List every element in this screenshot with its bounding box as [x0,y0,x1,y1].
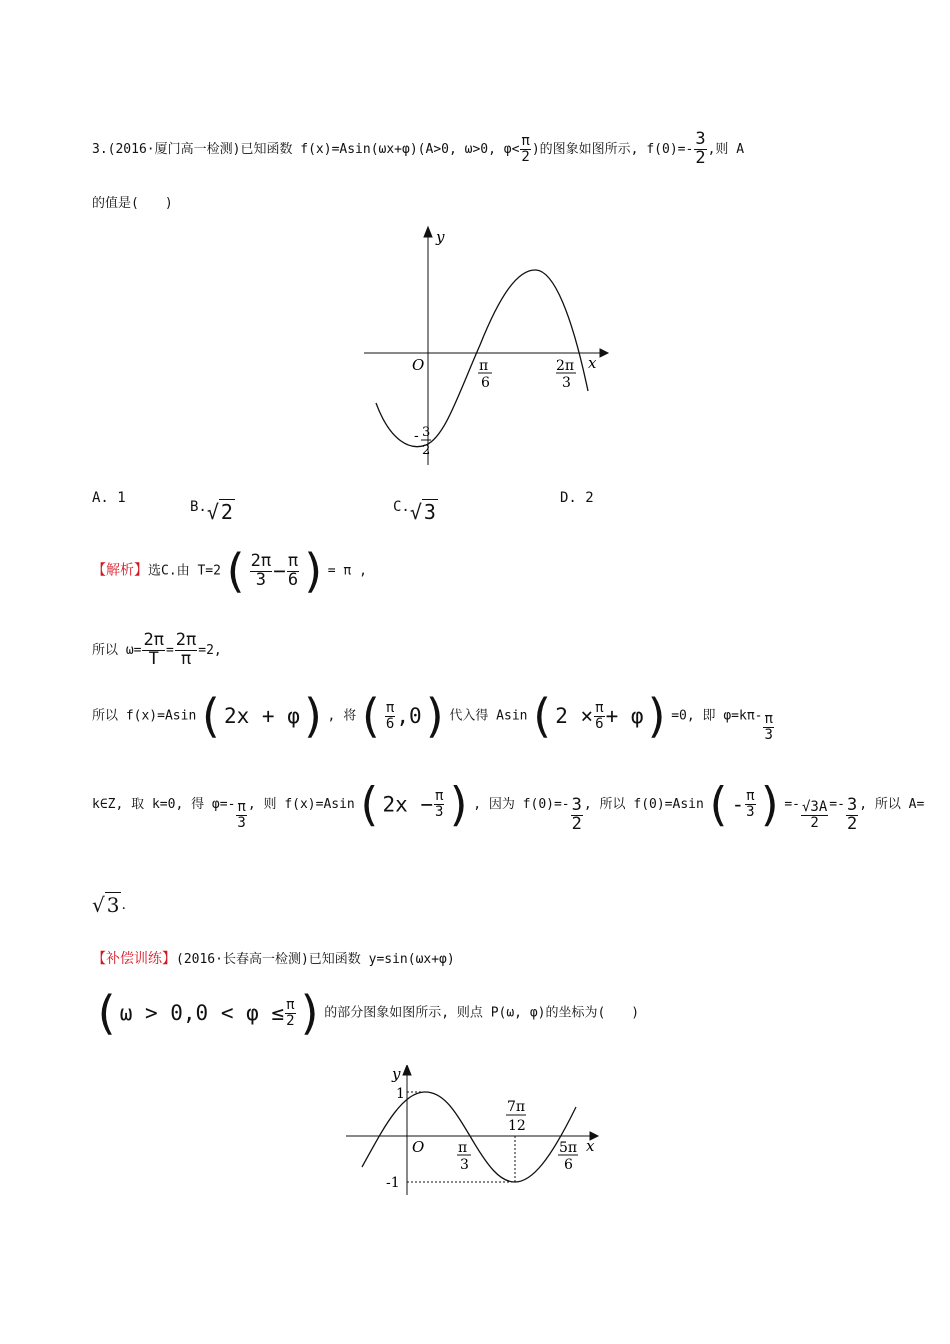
solution-line-3: 所以 f(x)=Asin(2x + φ), 将( $\frac{\pi}{6}$ ,0)代入得 Asin(2 × $\frac{\pi}{6}$ + φ)=0, 即 φ=kπ- $\frac{\pi}{3}$ [92,689,773,744]
graph-1-tick-pi: π [479,358,489,374]
sqrt-3: √ 3 [409,500,436,524]
graph-1-tick-minus: - [414,428,419,444]
graph-2 [340,1065,610,1205]
graph-2-tick-neg1: -1 [386,1175,400,1191]
extra-practice-tag: 【补偿训练】 [92,951,176,967]
graph-2-origin: O [412,1138,425,1156]
solution-line-2: 所以 ω= $\frac{2\pi}{T}$ = $\frac{2\pi}{\pi}$ =2, [92,630,222,669]
graph-1-origin: O [412,356,425,374]
graph-1-x-label: x [588,354,597,372]
three-halves-fraction: $\frac{3}{2}$ [695,129,706,168]
graph-2-tick-7pi: 7π [507,1099,526,1115]
graph-1 [360,225,620,475]
graph-1-y-label: y [436,228,445,246]
solution-line-5: √ 3 . [92,893,126,917]
solution-tag: 【解析】 [92,562,148,579]
graph-2-sine-curve [362,1092,576,1182]
graph-2-y-label: y [392,1065,401,1083]
graph-2-x-label: x [586,1137,595,1155]
answer-sqrt-3: √ 3 [92,893,120,917]
solution-line-4: k∈Z, 取 k=0, 得 φ=- $\frac{\pi}{3}$ , 则 f(x)=Asin(2x − $\frac{\pi}{3}$ ), 因为 f(0)=- $\frac{3}{2}$ , 所以 f(0)=Asin(- $\frac{\pi}{3}$ )=- $\frac{√3A}{2}$ =- $\frac{3}{2}$ , 所以 A= [92,777,925,834]
graph-2-tick-3: 3 [460,1157,469,1173]
graph-2-tick-12: 12 [508,1118,526,1134]
graph-2-tick-6: 6 [564,1157,573,1173]
option-a[interactable]: A. 1 [92,490,126,506]
option-d[interactable]: D. 2 [560,490,594,506]
graph-2-tick-1: 1 [396,1086,405,1102]
option-b[interactable]: B.√ 2 [190,499,233,524]
graph-2-tick-5pi: 5π [559,1140,578,1156]
graph-1-tick-n3: 3 [422,425,431,440]
extra-practice-line-2: (ω > 0,0 < φ ≤ $\frac{\pi}{2}$ )的部分图象如图所示, 则点 P(ω, φ)的坐标为( ) [92,986,640,1040]
graph-1-tick-6: 6 [481,375,490,391]
option-c[interactable]: C.√ 3 [393,499,436,524]
pi-over-2-fraction: $\frac{\pi}{2}$ [521,133,530,165]
extra-practice-line-1: 【补偿训练】(2016·长春高一检测)已知函数 y=sin(ωx+φ) [92,951,455,967]
graph-1-axes [364,227,608,465]
graph-2-tick-pi: π [458,1140,468,1156]
solution-line-1: 【解析】选C.由 T=2( $\frac{2\pi}{3}$ − $\frac{\pi}{6}$ )= π , [92,544,367,598]
question-3-stem-line2: 的值是( ) [92,196,173,211]
sqrt-2: √ 2 [206,500,233,524]
question-3-stem: 3.(2016·厦门高一检测)已知函数 f(x)=Asin(ωx+φ)(A>0, ω>0, φ< $\frac{\pi}{2}$ )的图象如图所示, f(0)=- $\frac{3}{2}$ ,则 A [92,129,745,168]
graph-1-tick-2pi: 2π [556,358,575,374]
graph-1-tick-d2: 2 [422,443,431,458]
graph-1-tick-3: 3 [562,375,571,391]
